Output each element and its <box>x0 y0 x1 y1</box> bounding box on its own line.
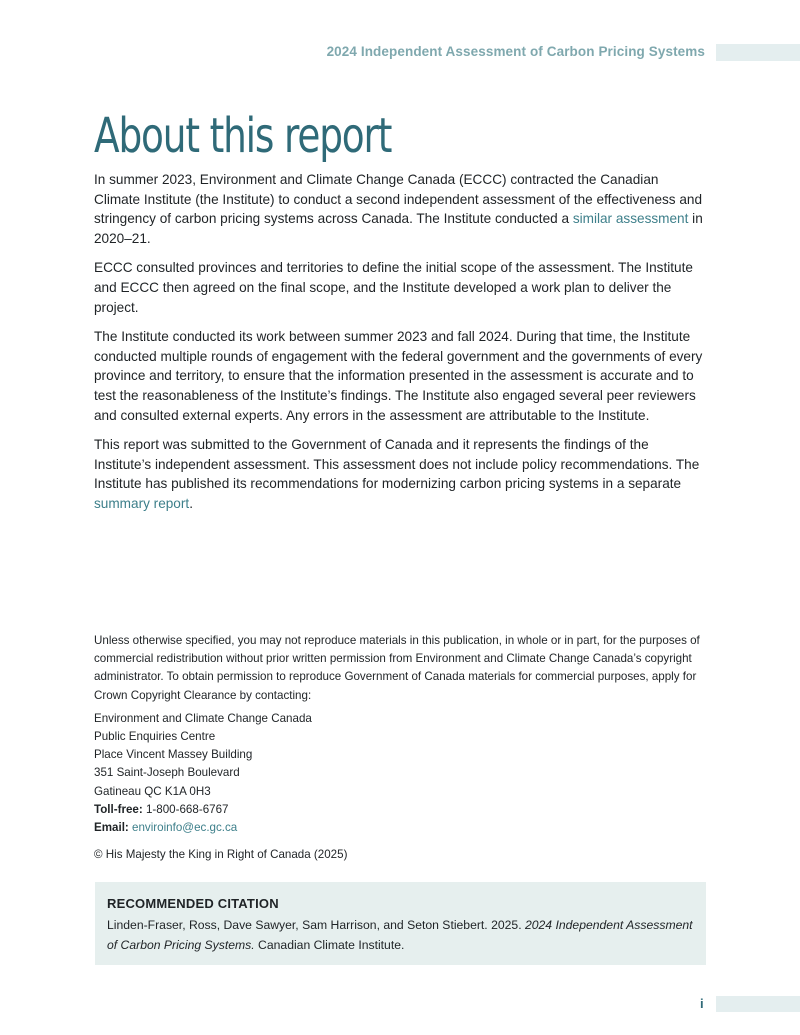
footer-tab-decoration <box>716 996 800 1012</box>
paragraph-1-text: In summer 2023, Environment and Climate Change Canada (ECCC) contracted the Canadian Climate Institute (the Institute) to conduct a second independent assessment of the effectiveness and stringency of carbon pricing systems across Canada. The Institute conducted a <box>94 172 703 227</box>
paragraph-1-tail: in 2020–21. <box>94 211 703 247</box>
page-number: i <box>700 996 704 1011</box>
paragraph-4 <box>94 435 706 514</box>
address-line: Gatineau QC K1A 0H3 <box>94 784 211 798</box>
paragraph-4-text: This report was submitted to the Government of Canada and it represents the findings of the Institute’s independent assessment. This assessment does not include policy recommendations. The Institute has published its recommendations for modernizing carbon pricing systems in a separate <box>94 436 700 492</box>
running-header: 2024 Independent Assessment of Carbon Pricing Systems <box>326 44 705 59</box>
email-line <box>94 819 706 837</box>
contact-address <box>94 710 706 837</box>
paragraph-3: The Institute conducted its work between summer 2023 and fall 2024. During that time, the Institute conducted multiple rounds of engagement with the federal government and the governments of every province and territory, to ensure that the information presented in the assessment is accurate and to test the reasonableness of the Institute’s findings. The Institute also engaged several peer reviewers and consulted external experts. Any errors in the assessment are attributable to the Institute. <box>94 328 703 423</box>
tollfree-line <box>94 801 706 819</box>
copyright-notice-section <box>94 632 706 864</box>
tollfree-label: Toll-free: <box>94 802 143 816</box>
recommended-citation-box <box>95 882 706 965</box>
copyright-line: © His Majesty the King in Right of Canada (2025) <box>94 848 348 862</box>
summary-report-link[interactable]: summary report <box>94 496 190 512</box>
tollfree-number: 1-800-668-6767 <box>142 802 229 816</box>
paragraph-1 <box>94 170 706 249</box>
citation-text <box>107 915 694 955</box>
email-link[interactable]: enviroinfo@ec.gc.ca <box>132 821 238 835</box>
similar-assessment-link[interactable]: similar assessment <box>572 211 689 227</box>
header-tab-decoration <box>716 44 800 61</box>
email-label: Email: <box>94 821 129 835</box>
page-title: About this report <box>94 108 392 164</box>
address-line: 351 Saint-Joseph Boulevard <box>94 766 240 780</box>
report-body <box>94 170 706 523</box>
address-line: Place Vincent Massey Building <box>94 748 253 762</box>
paragraph-2: ECCC consulted provinces and territories to define the initial scope of the assessment. The Institute and ECCC then agreed on the final scope, and the Institute developed a work plan to deliver the project. <box>94 260 693 315</box>
reproduction-notice: Unless otherwise specified, you may not reproduce materials in this publication, in whole or in part, for the purposes of commercial redistribution without prior written permission from Environment and Climate Change Canada’s copyright administrator. To obtain permission to reproduce Government of Canada materials for commercial purposes, apply for Crown Copyright Clearance by contacting: <box>94 634 700 702</box>
address-line: Environment and Climate Change Canada <box>94 711 312 725</box>
paragraph-4-tail: . <box>189 496 193 512</box>
citation-publisher: Canadian Climate Institute. <box>254 938 405 952</box>
address-line: Public Enquiries Centre <box>94 730 216 744</box>
citation-heading: RECOMMENDED CITATION <box>107 896 279 911</box>
citation-authors: Linden-Fraser, Ross, Dave Sawyer, Sam Harrison, and Seton Stiebert. 2025. <box>107 918 525 932</box>
citation-title: 2024 Independent Assessment of Carbon Pricing Systems. <box>107 918 693 952</box>
